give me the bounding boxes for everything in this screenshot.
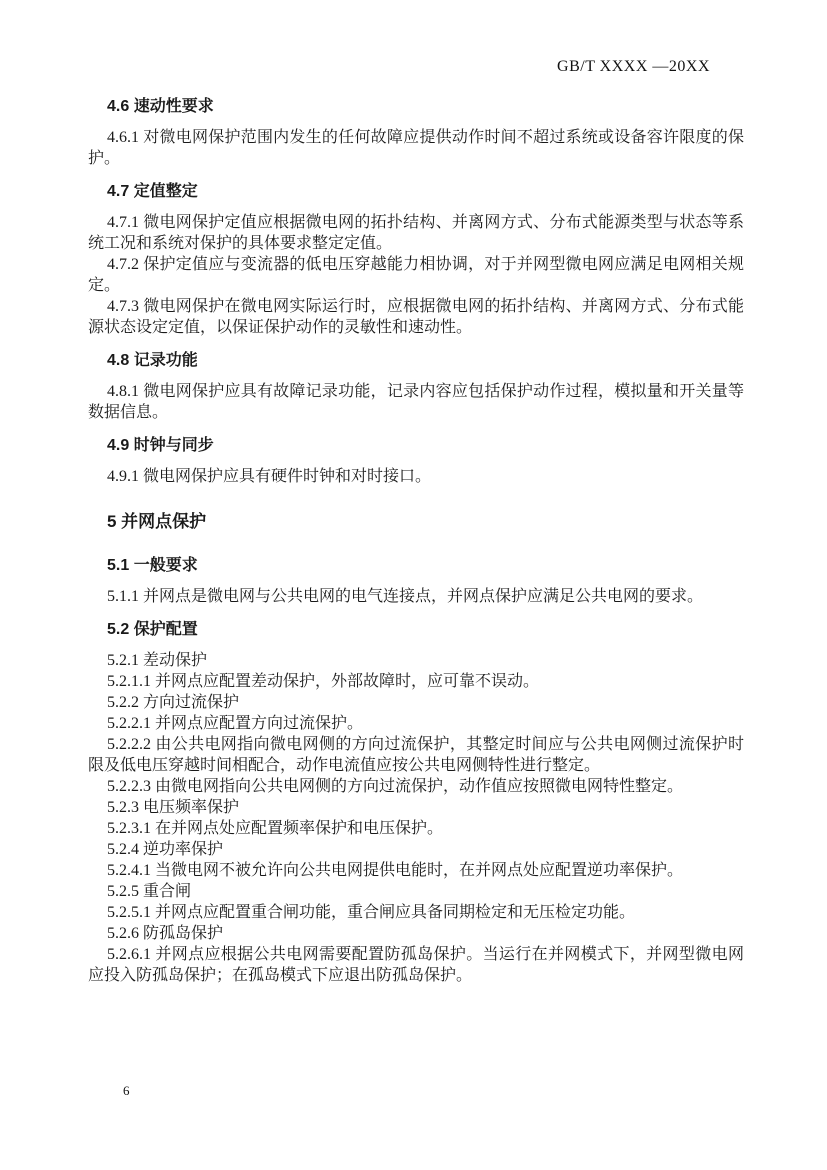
clause-paragraph: 4.7.3 微电网保护在微电网实际运行时，应根据微电网的拓扑结构、并离网方式、分布式能源状态设定定值，以保证保护动作的灵敏性和速动性。 [88,298,744,336]
clause-paragraph: 5.2.2 方向过流保护 [107,694,240,711]
document-number-header: GB/T XXXX —20XX [557,58,710,75]
section-heading: 4.8 记录功能 [107,352,198,369]
clause-paragraph: 5.2.3.1 在并网点处应配置频率保护和电压保护。 [107,820,444,837]
section-heading: 5.1 一般要求 [107,557,198,574]
clause-paragraph: 5.2.2.3 由微电网指向公共电网侧的方向过流保护，动作值应按照微电网特性整定。 [107,778,684,795]
clause-paragraph: 5.1.1 并网点是微电网与公共电网的电气连接点，并网点保护应满足公共电网的要求。 [107,588,704,605]
section-heading: 4.9 时钟与同步 [107,437,214,454]
clause-paragraph: 5.2.1.1 并网点应配置差动保护，外部故障时，应可靠不误动。 [107,673,540,690]
clause-paragraph: 5.2.2.2 由公共电网指向微电网侧的方向过流保护，其整定时间应与公共电网侧过流保护时限及低电压穿越时间相配合，动作电流值应按公共电网侧特性进行整定。 [88,736,744,774]
section-heading: 4.7 定值整定 [107,183,198,200]
clause-paragraph: 5.2.2.1 并网点应配置方向过流保护。 [107,715,364,732]
section-heading: 4.6 速动性要求 [107,98,214,115]
clause-paragraph: 5.2.4.1 当微电网不被允许向公共电网提供电能时，在并网点处应配置逆功率保护。 [107,862,684,879]
clause-paragraph: 4.6.1 对微电网保护范围内发生的任何故障应提供动作时间不超过系统或设备容许限度的保护。 [88,129,744,167]
clause-paragraph: 5.2.5 重合闸 [107,883,192,900]
clause-paragraph: 5.2.5.1 并网点应配置重合闸功能，重合闸应具备同期检定和无压检定功能。 [107,904,636,921]
clause-paragraph: 4.7.1 微电网保护定值应根据微电网的拓扑结构、并离网方式、分布式能源类型与状态等系统工况和系统对保护的具体要求整定定值。 [88,214,744,252]
clause-paragraph: 4.9.1 微电网保护应具有硬件时钟和对时接口。 [107,468,432,485]
page-number: 6 [123,1083,130,1098]
clause-paragraph: 5.2.4 逆功率保护 [107,841,224,858]
clause-paragraph: 5.2.1 差动保护 [107,652,208,669]
clause-paragraph: 5.2.6.1 并网点应根据公共电网需要配置防孤岛保护。当运行在并网模式下，并网型微电网应投入防孤岛保护；在孤岛模式下应退出防孤岛保护。 [88,946,744,984]
clause-paragraph: 4.8.1 微电网保护应具有故障记录功能，记录内容应包括保护动作过程，模拟量和开关量等数据信息。 [88,383,744,421]
clause-paragraph: 5.2.6 防孤岛保护 [107,925,224,942]
clause-paragraph: 5.2.3 电压频率保护 [107,799,240,816]
content [88,96,744,986]
section-heading: 5.2 保护配置 [107,621,198,638]
clause-paragraph: 4.7.2 保护定值应与变流器的低电压穿越能力相协调，对于并网型微电网应满足电网相关规定。 [88,256,744,294]
chapter-heading: 5 并网点保护 [107,512,207,531]
